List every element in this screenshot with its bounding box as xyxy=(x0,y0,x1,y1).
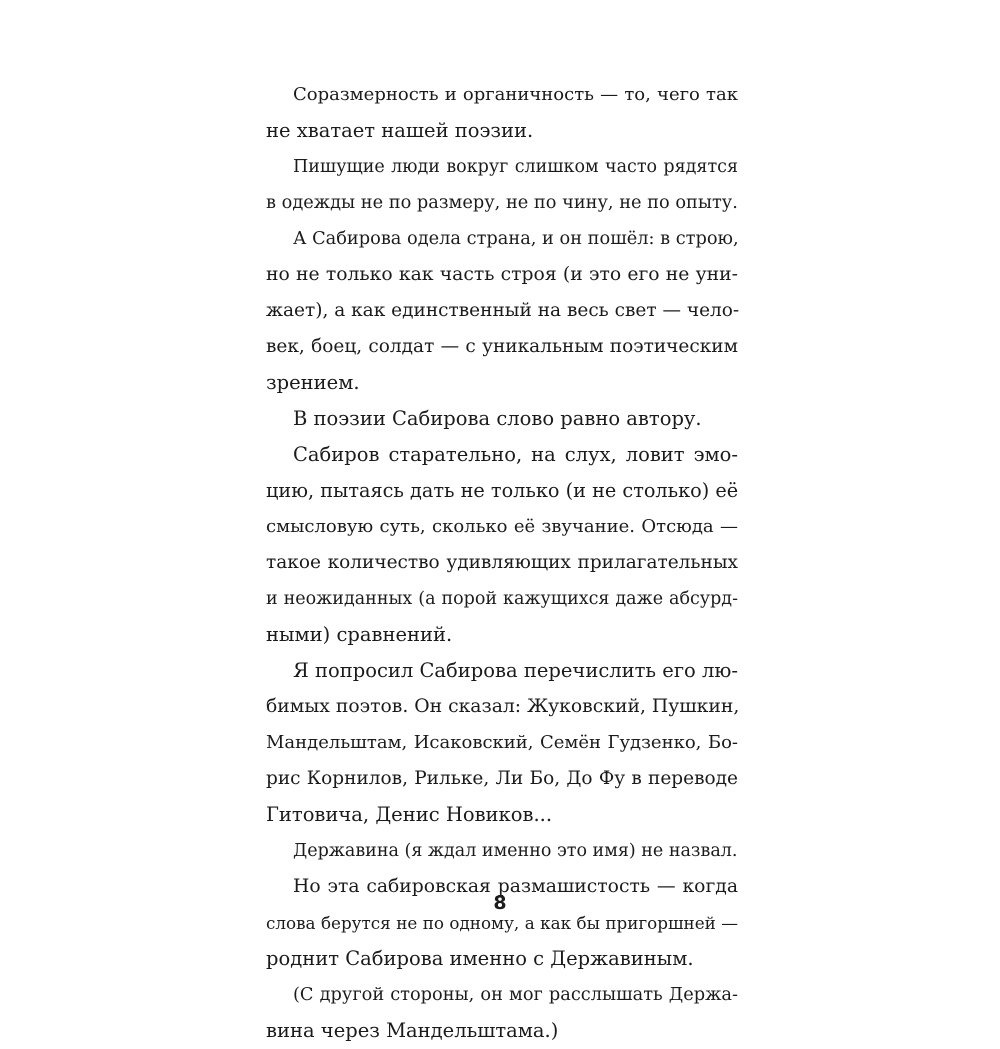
paragraph-line: зрением. xyxy=(266,371,360,394)
paragraph-line: бимых поэтов. Он сказал: Жуковский, Пушкин, xyxy=(266,696,740,717)
paragraph-line: смысловую суть, сколько её звучание. Отсюда — xyxy=(266,516,738,537)
paragraph-line: Мандельштам, Исаковский, Семён Гудзенко, Бо- xyxy=(266,732,738,753)
paragraph-line: не хватает нашей поэзии. xyxy=(266,119,534,142)
paragraph-line: (С другой стороны, он мог расслышать Держа- xyxy=(293,985,738,1005)
paragraph-line: Державина (я ждал именно это имя) не назвал. xyxy=(293,841,738,861)
paragraph-line: цию, пытаясь дать не только (и не столько) её xyxy=(266,479,739,502)
paragraph-line: рис Корнилов, Рильке, Ли Бо, До Фу в переводе xyxy=(266,768,738,789)
paragraph-line: но не только как часть строя (и это его не уни- xyxy=(266,264,738,285)
paragraph-line: Но эта сабировская размашистость — когда xyxy=(293,876,738,897)
page-number: 8 xyxy=(493,892,507,914)
paragraph-line: такое количество удивляющих прилагательных xyxy=(266,552,738,573)
paragraph-line: Сабиров старательно, на слух, ловит эмо- xyxy=(293,443,738,466)
paragraph-line: Пишущие люди вокруг слишком часто рядятся xyxy=(293,157,738,177)
paragraph-line: и неожиданных (а порой кажущихся даже абсурд- xyxy=(266,589,738,609)
paragraph-line: вина через Мандельштама.) xyxy=(266,1019,559,1042)
paragraph-line: А Сабирова одела страна, и он пошёл: в строю, xyxy=(293,229,739,249)
paragraph-line: роднит Сабирова именно с Державиным. xyxy=(266,947,694,970)
paragraph-line: Соразмерность и органичность — то, чего так xyxy=(293,84,738,105)
paragraph-line: век, боец, солдат — с уникальным поэтическим xyxy=(266,336,738,357)
paragraph-line: Гитовича, Денис Новиков... xyxy=(266,803,553,826)
paragraph-line: Я попросил Сабирова перечислить его лю- xyxy=(293,659,738,682)
paragraph-line: в одежды не по размеру, не по чину, не по опыту. xyxy=(266,193,738,213)
paragraph-line: В поэзии Сабирова слово равно автору. xyxy=(293,407,702,430)
paragraph-line: ными) сравнений. xyxy=(266,623,453,646)
paragraph-line: слова берутся не по одному, а как бы пригоршней — xyxy=(266,913,738,933)
paragraph-line: жает), а как единственный на весь свет — чело- xyxy=(266,300,740,321)
